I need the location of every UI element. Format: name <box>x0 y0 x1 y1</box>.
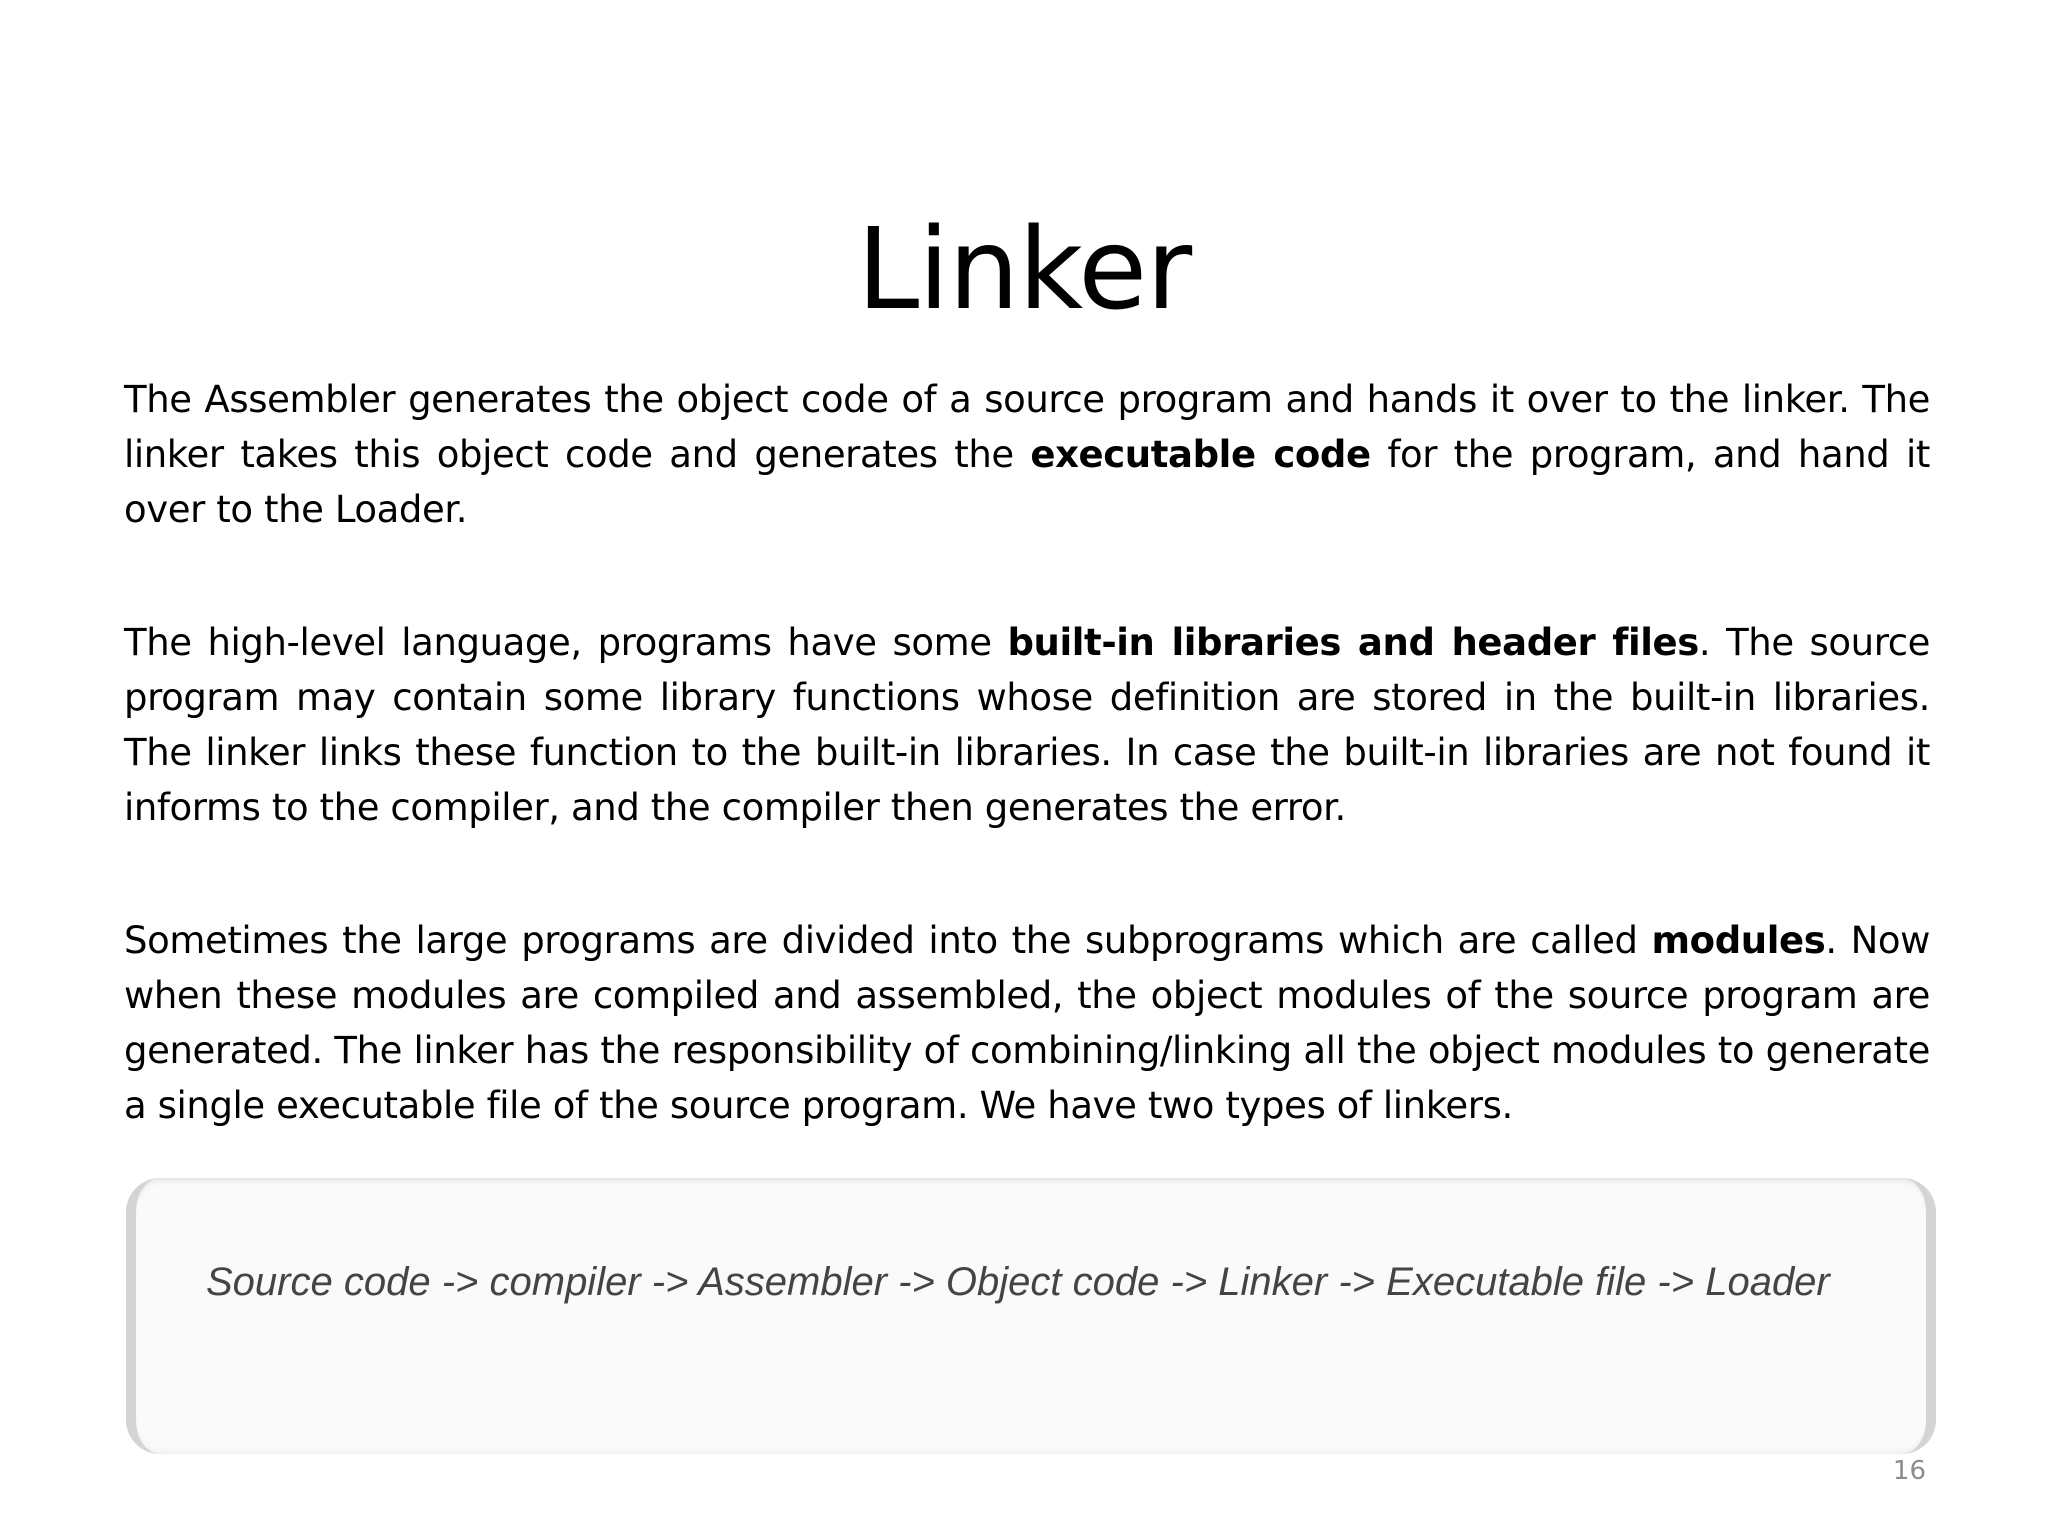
paragraph-text: . The source program may contain some library functions whose definition are stored in the built-in libraries. The linker links these function to the built-in libraries. In case the built-in libraries are not found it informs to the compiler, and the compiler then generates the error. <box>124 621 1931 829</box>
paragraph-text: The high-level language, programs have some <box>124 621 1008 664</box>
paragraph-modules <box>124 913 1930 1133</box>
paragraph-assembler <box>124 372 1930 537</box>
bold-modules: modules <box>1651 919 1826 962</box>
page-number: 16 <box>1892 1456 1926 1486</box>
paragraph-text: The Assembler generates the object code of a source program and hands it over to the linker. The linker takes this object code and generates the <box>124 378 1930 476</box>
process-flow-text: Source code -> compiler -> Assembler -> Object code -> Linker -> Executable file -> Loader <box>206 1260 1830 1304</box>
bold-built-in-libraries: built-in libraries and header files <box>1007 621 1699 664</box>
process-flow-box <box>126 1178 1936 1454</box>
slide-title: Linker <box>856 205 1192 336</box>
slide-body <box>124 372 1930 1133</box>
paragraph-text: for the program, and hand it over to the Loader. <box>124 433 1930 531</box>
paragraph-libraries <box>124 615 1930 835</box>
paragraph-text: . Now when these modules are compiled and assembled, the object modules of the source program are generated. The linker has the responsibility of combining/linking all the object modules to generate a single executable file of the source program. We have two types of linkers. <box>124 919 1930 1127</box>
bold-executable-code: executable code <box>1030 433 1371 476</box>
paragraph-text: Sometimes the large programs are divided into the subprograms which are called <box>124 919 1652 962</box>
